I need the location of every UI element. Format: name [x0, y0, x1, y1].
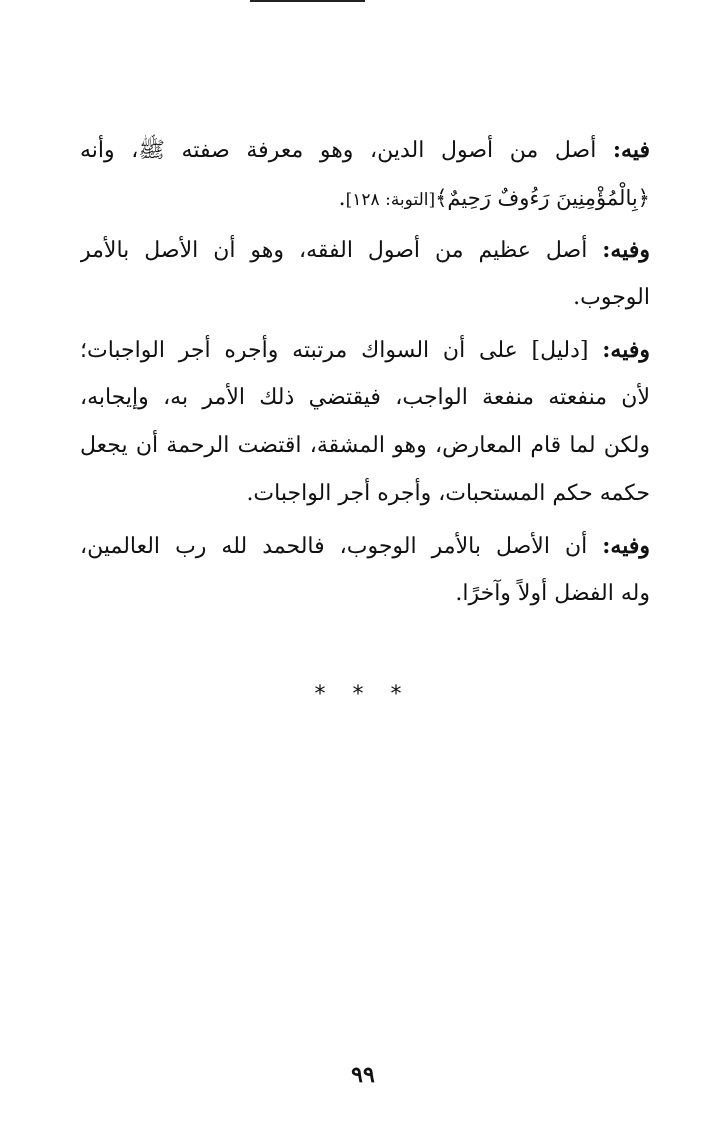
line-text: أصل عظيم من أصول الفقه، وهو أن الأصل بالأمر: [80, 238, 603, 263]
line-text: الوجوب.: [573, 285, 650, 310]
page-body: [80, 126, 650, 622]
text-line: [80, 126, 650, 174]
line-text: لأن منفعته منفعة الواجب، فيقتضي ذلك الأمر به، وإيجابه،: [80, 385, 650, 410]
text-line: [80, 570, 650, 618]
paragraph: [80, 522, 650, 618]
line-text: أصل من أصول الدين، وهو معرفة صفته ﷺ، وأنه: [80, 138, 613, 163]
text-line: [80, 274, 650, 322]
paragraph: [80, 326, 650, 518]
line-text: ولكن لما قام المعارض، وهو المشقة، اقتضت الرحمة أن يجعل: [80, 433, 650, 458]
line-text: أن الأصل بالأمر الوجوب، فالحمد لله رب العالمين،: [80, 534, 603, 559]
text-line: [80, 174, 650, 222]
paragraph-label: وفيه:: [602, 237, 650, 263]
paragraph: [80, 226, 650, 322]
section-separator: * * *: [314, 682, 412, 707]
paragraph-label: وفيه:: [602, 533, 650, 559]
page-number: ٩٩: [351, 1062, 375, 1088]
paragraph: [80, 126, 650, 222]
line-tail: .: [338, 186, 346, 211]
line-text: وله الفضل أولاً وآخرًا.: [455, 581, 650, 606]
text-line: [80, 470, 650, 518]
paragraph-label: وفيه:: [602, 337, 650, 363]
text-line: [80, 326, 650, 374]
text-line: [80, 522, 650, 570]
text-line: [80, 422, 650, 470]
paragraph-label: فيه:: [612, 137, 650, 163]
line-text: [دليل] على أن السواك مرتبته وأجره أجر الواجبات؛: [80, 338, 603, 363]
line-text: حكمه حكم المستحبات، وأجره أجر الواجبات.: [246, 481, 650, 506]
quran-verse: ﴿بِالْمُؤْمِنِينَ رَءُوفٌ رَحِيمٌ﴾: [435, 186, 650, 210]
verse-reference: [التوبة: ١٢٨]: [345, 190, 436, 210]
text-line: [80, 374, 650, 422]
text-line: [80, 226, 650, 274]
top-rule: [250, 0, 365, 2]
